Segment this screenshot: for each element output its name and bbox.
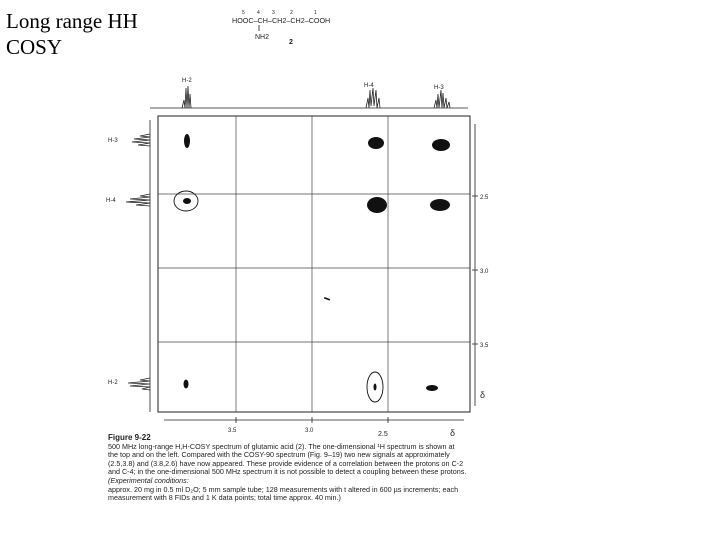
slide-title-line-2: COSY	[6, 35, 63, 59]
peak-h4-h4	[367, 197, 387, 213]
compound-number: 2	[289, 39, 293, 46]
cross-peaks	[183, 134, 450, 391]
right-tick-label-3.5: 3.5	[480, 343, 489, 349]
top-multiplet-h4	[366, 88, 380, 108]
conditions-label: (Experimental conditions:	[108, 475, 189, 485]
top-label-h3: H-3	[434, 85, 444, 91]
caption-line-3: (2.5,3.8) and (3.8,2.6) have now appeared. These provide evidence of a correlation between the protons on C-2	[108, 458, 464, 468]
right-axis	[472, 124, 478, 406]
peak-h2-h3	[184, 134, 190, 148]
carbon-number-1: 1	[314, 10, 317, 16]
glutamic-acid-structure	[232, 6, 342, 52]
caption-line-2: the top and on the left. Compared with the COSY-90 spectrum (Fig. 9–19) two new signals at approximately	[108, 450, 450, 460]
plot-gridlines	[158, 116, 470, 412]
slide-title	[6, 8, 138, 60]
bottom-tick-label-2.5: 2.5	[378, 431, 388, 438]
bottom-tick-label-3.0: 3.0	[305, 428, 314, 434]
peak-h2-h2	[184, 380, 189, 389]
left-multiplet-h4	[126, 194, 150, 206]
structure-main-chain: HOOC–CH–CH2–CH2–COOH	[232, 16, 331, 25]
bottom-axis	[164, 417, 464, 423]
left-label-h4: H-4	[106, 198, 116, 204]
top-multiplet-h2	[182, 86, 191, 108]
right-tick-label-2.5: 2.5	[480, 195, 489, 201]
caption-line-4: and C-4; in the one-dimensional 500 MHz spectrum it is not possible to detect a coupling between these protons.	[108, 467, 467, 477]
left-label-h3: H-3	[108, 138, 118, 144]
peak-h4-h2-long-range	[374, 384, 377, 391]
peak-h3-h3	[432, 139, 450, 151]
conditions-line-1: approx. 20 mg in 0.5 ml D₂O; 5 mm sample tube; 128 measurements with t altered in 600 µs increments; each	[108, 484, 459, 494]
left-multiplet-h2	[128, 378, 150, 390]
figure-label: Figure 9-22	[108, 433, 151, 442]
carbon-number-2: 2	[290, 10, 293, 16]
cosy-spectrum	[100, 60, 520, 438]
figure-caption	[108, 434, 500, 503]
caption-line-1: 500 MHz long-range H,H-COSY spectrum of glutamic acid (2). The one-dimensional ¹H spectrum is shown at	[108, 441, 455, 451]
top-1d-spectrum	[150, 86, 468, 108]
noise-artifact	[324, 297, 330, 301]
right-tick-label-3.0: 3.0	[480, 269, 489, 275]
conditions-line-2: measurement with 8 FIDs and 1 K data points; total time approx. 40 min.)	[108, 493, 341, 503]
left-multiplet-h3	[132, 134, 150, 146]
slide-title-line-1: Long range HH	[6, 9, 138, 33]
structure-substituent: NH2	[255, 34, 270, 41]
top-multiplet-h3	[434, 90, 450, 108]
long-range-highlights	[174, 191, 383, 402]
left-label-h2: H-2	[108, 380, 118, 386]
right-axis-unit: δ	[480, 390, 486, 400]
bottom-axis-unit: δ	[450, 428, 456, 438]
carbon-number-3: 3	[272, 10, 275, 16]
top-label-h4: H-4	[364, 83, 374, 89]
peak-h3-h2	[426, 385, 438, 391]
peak-h2-h4-long-range	[183, 198, 191, 204]
left-1d-spectrum	[126, 120, 150, 412]
contour-plot-frame	[158, 116, 470, 412]
top-label-h2: H-2	[182, 78, 192, 84]
carbon-number-5: 5	[242, 10, 245, 16]
peak-h4-h3	[368, 137, 384, 149]
carbon-number-4: 4	[257, 10, 260, 16]
bottom-tick-label-3.5: 3.5	[228, 428, 237, 434]
peak-h3-h4	[430, 199, 450, 211]
